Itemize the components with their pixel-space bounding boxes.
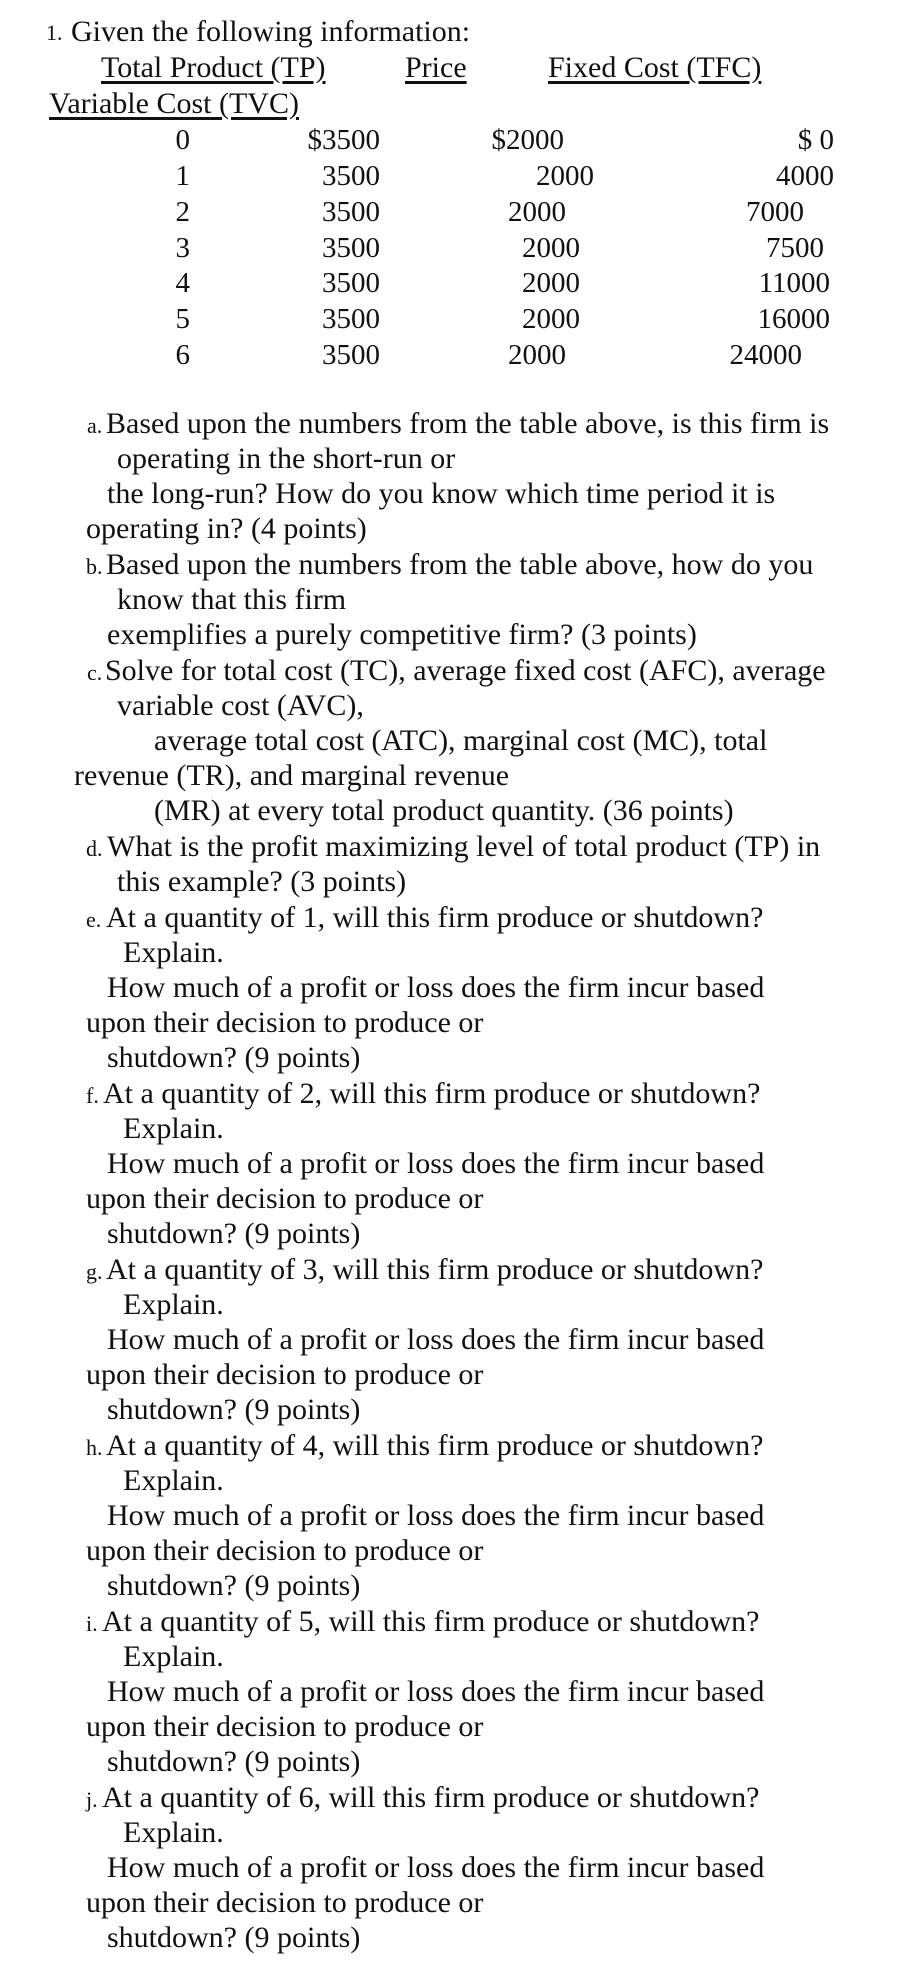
part-line: shutdown? (9 points) [107, 1569, 361, 1602]
part-line: At a quantity of 1, will this firm produce or shutdown? [106, 901, 764, 934]
part-line: Explain. [123, 1816, 224, 1849]
cell-tvc: $ 0 [797, 124, 834, 156]
part-marker: i. [86, 1611, 98, 1636]
cell-price: $3500 [307, 124, 380, 156]
cell-tvc: 16000 [757, 303, 830, 335]
cell-tfc: 2000 [508, 196, 566, 228]
part-line: (MR) at every total product quantity. (36 points) [154, 794, 734, 827]
part-line: At a quantity of 5, will this firm produce or shutdown? [102, 1605, 760, 1638]
part-line: shutdown? (9 points) [107, 1745, 361, 1778]
cell-tfc: 2000 [522, 303, 580, 335]
part-line: operating in the short-run or [117, 442, 456, 475]
part-marker: d. [86, 836, 103, 861]
part-line: How much of a profit or loss does the firm incur based [107, 1851, 765, 1884]
part-line: shutdown? (9 points) [107, 1921, 361, 1954]
part-line: Explain. [123, 1112, 224, 1145]
cell-tvc: 7000 [746, 196, 804, 228]
part-line: shutdown? (9 points) [107, 1041, 361, 1074]
part-line: know that this firm [117, 583, 347, 616]
header-price: Price [405, 51, 467, 84]
part-line: At a quantity of 2, will this firm produce or shutdown? [103, 1077, 761, 1110]
part-line: variable cost (AVC), [117, 689, 364, 722]
cell-tfc: $2000 [491, 124, 564, 156]
cell-tvc: 7500 [766, 232, 824, 264]
part-line: Explain. [123, 1464, 224, 1497]
part-line: operating in? (4 points) [86, 512, 367, 545]
part-marker: e. [86, 907, 102, 932]
part-line: this example? (3 points) [117, 865, 407, 898]
part-line: upon their decision to produce or [86, 1534, 484, 1567]
cell-tp: 2 [175, 196, 190, 228]
part-line: How much of a profit or loss does the firm incur based [107, 971, 765, 1004]
cell-tfc: 2000 [508, 339, 566, 371]
part-line: Solve for total cost (TC), average fixed cost (AFC), average [105, 654, 826, 687]
cell-tp: 0 [175, 124, 190, 156]
part-line: At a quantity of 6, will this firm produce or shutdown? [102, 1781, 760, 1814]
cell-tp: 3 [175, 232, 190, 264]
part-line: shutdown? (9 points) [107, 1393, 361, 1426]
part-line: Based upon the numbers from the table above, is this firm is [106, 407, 830, 440]
cell-price: 3500 [322, 160, 380, 192]
question-intro: Given the following information: [71, 15, 471, 48]
cell-tp: 4 [175, 267, 190, 299]
cell-price: 3500 [322, 339, 380, 371]
part-line: exemplifies a purely competitive firm? (3 points) [107, 618, 697, 651]
cell-tfc: 2000 [536, 160, 594, 192]
part-line: upon their decision to produce or [86, 1710, 484, 1743]
part-line: How much of a profit or loss does the firm incur based [107, 1675, 765, 1708]
part-marker: a. [87, 413, 103, 438]
cell-tp: 6 [175, 339, 190, 371]
part-line: How much of a profit or loss does the firm incur based [107, 1499, 765, 1532]
part-line: upon their decision to produce or [86, 1182, 484, 1215]
cell-price: 3500 [322, 232, 380, 264]
part-line: How much of a profit or loss does the firm incur based [107, 1323, 765, 1356]
part-line: How much of a profit or loss does the firm incur based [107, 1147, 765, 1180]
part-line: upon their decision to produce or [86, 1886, 484, 1919]
cell-price: 3500 [322, 303, 380, 335]
part-line: At a quantity of 3, will this firm produce or shutdown? [106, 1253, 764, 1286]
cell-tp: 1 [175, 160, 190, 192]
part-marker: j. [86, 1787, 98, 1812]
cell-price: 3500 [322, 267, 380, 299]
part-line: Explain. [123, 1640, 224, 1673]
cell-tfc: 2000 [522, 267, 580, 299]
part-line: At a quantity of 4, will this firm produce or shutdown? [106, 1429, 764, 1462]
part-line: revenue (TR), and marginal revenue [74, 759, 510, 792]
part-marker: h. [86, 1435, 103, 1460]
question-number: 1. [46, 20, 63, 45]
cell-tfc: 2000 [522, 232, 580, 264]
part-line: Explain. [123, 1288, 224, 1321]
part-line: What is the profit maximizing level of total product (TP) in [107, 830, 821, 863]
part-marker: f. [86, 1083, 99, 1108]
cell-tvc: 4000 [776, 160, 834, 192]
part-line: the long-run? How do you know which time period it is [107, 477, 776, 510]
cell-tvc: 11000 [758, 267, 830, 299]
header-total-product: Total Product (TP) [101, 51, 326, 84]
cell-tp: 5 [175, 303, 190, 335]
part-marker: g. [86, 1259, 103, 1284]
part-line: upon their decision to produce or [86, 1358, 484, 1391]
cell-tvc: 24000 [729, 339, 802, 371]
part-line: upon their decision to produce or [86, 1006, 484, 1039]
part-line: average total cost (ATC), marginal cost (MC), total [154, 724, 768, 757]
header-variable-cost: Variable Cost (TVC) [49, 87, 299, 120]
part-line: shutdown? (9 points) [107, 1217, 361, 1250]
part-marker: c. [87, 660, 103, 685]
part-line: Based upon the numbers from the table above, how do you [106, 548, 814, 581]
cell-price: 3500 [322, 196, 380, 228]
header-fixed-cost: Fixed Cost (TFC) [548, 51, 762, 84]
part-line: Explain. [123, 936, 224, 969]
part-marker: b. [86, 554, 103, 579]
